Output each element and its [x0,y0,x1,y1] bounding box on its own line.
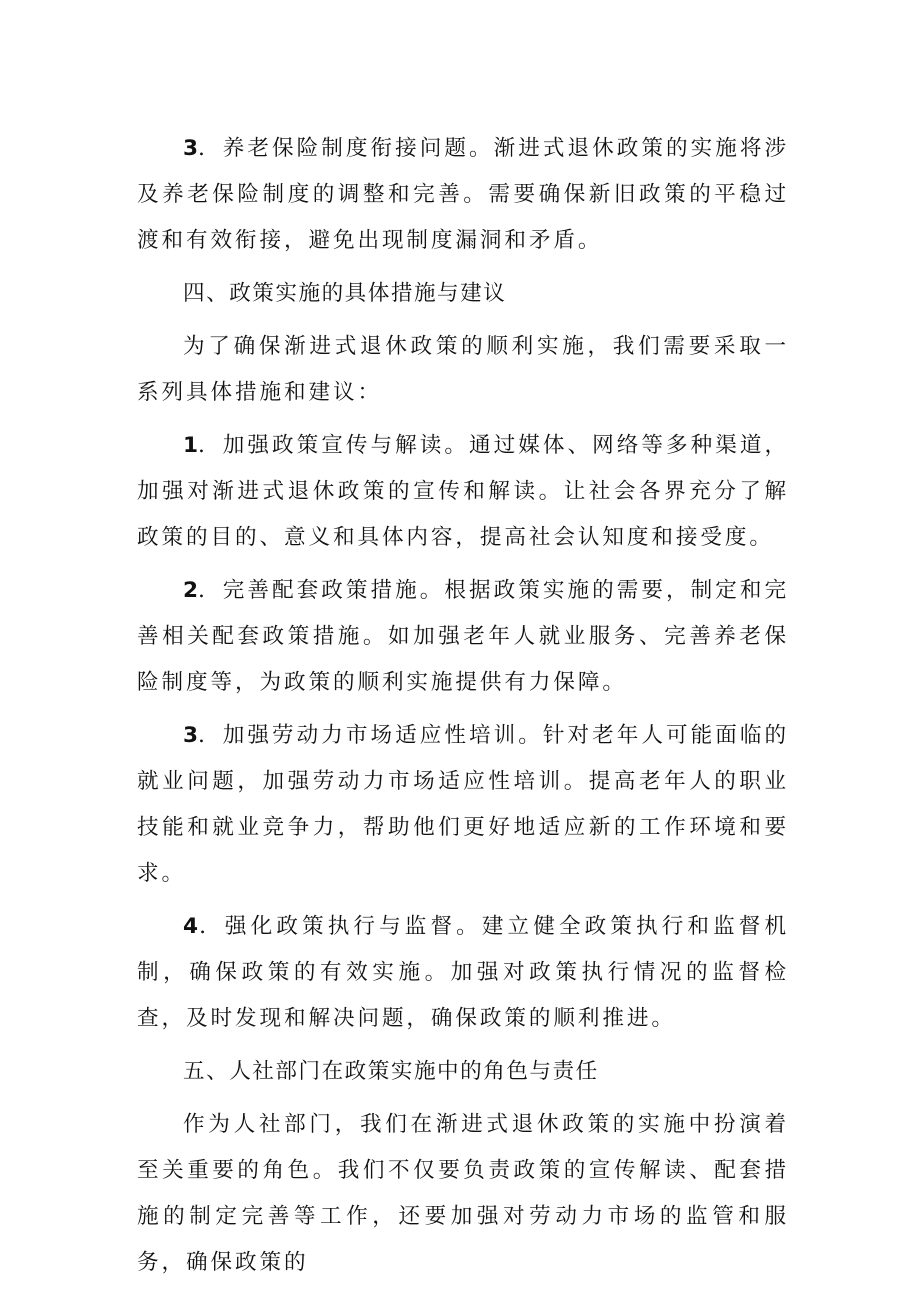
paragraph-text: 为了确保渐进式退休政策的顺利实施，我们需要采取一系列具体措施和建议： [137,334,789,405]
paragraph-text: ．完善配套政策措施。根据政策实施的需要，制定和完善相关配套政策措施。如加强老年人就业服务、完善养老保险制度等，为政策的顺利实施提供有力保障。 [137,578,789,695]
list-number: 4 [183,914,199,939]
paragraph-hr-role [137,1102,789,1286]
paragraph-measure-3 [137,713,789,897]
paragraph-text: ．加强政策宣传与解读。通过媒体、网络等多种渠道，加强对渐进式退休政策的宣传和解读。让社会各界充分了解政策的目的、意义和具体内容，提高社会认知度和接受度。 [137,433,789,550]
paragraph-measure-2 [137,568,789,706]
paragraph-text: ．强化政策执行与监督。建立健全政策执行和监督机制，确保政策的有效实施。加强对政策执行情况的监督检查，及时发现和解决问题，确保政策的顺利推进。 [137,914,789,1031]
heading-text: 四、政策实施的具体措施与建议 [183,281,507,306]
paragraph-text: ．养老保险制度衔接问题。渐进式退休政策的实施将涉及养老保险制度的调整和完善。需要确保新旧政策的平稳过渡和有效衔接，避免出现制度漏洞和矛盾。 [137,136,789,253]
paragraph-intro-measures [137,324,789,416]
paragraph-pension-connection [137,126,789,264]
list-number: 2 [183,578,199,603]
section-heading-four [137,271,789,317]
document-body [137,126,789,1293]
paragraph-text: 作为人社部门，我们在渐进式退休政策的实施中扮演着至关重要的角色。我们不仅要负责政策的宣传解读、配套措施的制定完善等工作，还要加强对劳动力市场的监管和服务，确保政策的 [137,1112,789,1275]
heading-text: 五、人社部门在政策实施中的角色与责任 [183,1059,599,1084]
paragraph-measure-4 [137,904,789,1042]
paragraph-text: ．加强劳动力市场适应性培训。针对老年人可能面临的就业问题，加强劳动力市场适应性培训。提高老年人的职业技能和就业竞争力，帮助他们更好地适应新的工作环境和要求。 [137,723,789,886]
paragraph-measure-1 [137,423,789,561]
list-number: 3 [183,136,199,161]
section-heading-five [137,1049,789,1095]
list-number: 3 [183,723,199,748]
list-number: 1 [183,433,199,458]
